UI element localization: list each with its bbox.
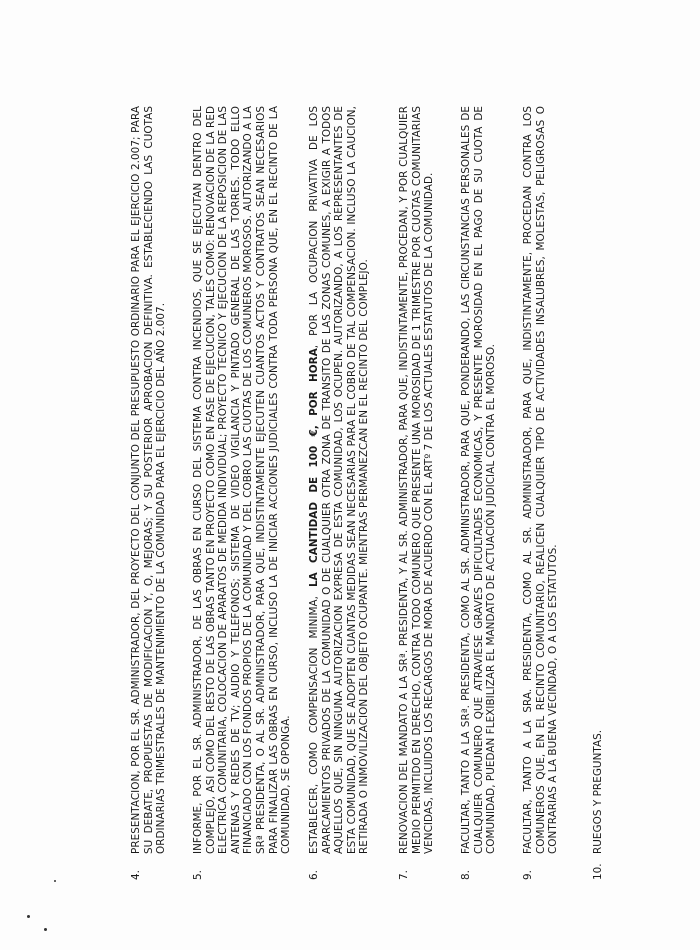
item-text: INFORME, POR EL SR. ADMINISTRADOR, DE LAS OBRAS EN CURSO DEL SISTEMA CONTRA INCENDIOS, QUE SE EJECUTAN DENTRO DEL COMPLEJO, ASI COMO DEL RESTO DE LAS OBRAS TANTO EN PROYECTO COMO EN FASE DE EJECUCION, TALES COMO: RENOVACION DE LA RED ELECTRICA COMUNITARIA, COLOCACION DE APARATOS DE MEDIDA INDIVIDUAL; PROYECTO TECNICO Y EJECUCION DE LA REPOSICION DE LAS ANTENAS Y REDES DE TV; AUDIO Y TELEFONOS; SISTEMA DE VIDEO VIGILANCIA Y PINTADO GENERAL DE LAS TORRES. TODO ELLO FINANCIADO CON LOS FONDOS PROPIOS DE LA COMUNIDAD Y DEL COBRO LAS CUOTAS DE LOS COMUNEROS MOROSOS. AUTORIZANDO A LA SRª PRESIDENTA, O AL SR. ADMINISTRADOR, PARA QUE, INDISTINTAMENTE EJECUTEN CUANTOS ACTOS Y CONTRATOS SEAN NECESARIOS PARA FINALIZAR LAS OBRAS EN CURSO, INCLUSO LA DE INICIAR ACCIONES JUDICIALES CONTRA TODA PERSONA QUE, EN EL RECINTO DE LA COMUNIDAD, SE OPONGA. (192, 106, 293, 854)
item-text-after: , POR LA OCUPACION PRIVATIVA DE LOS APARCAMIENTOS PRIVADOS DE LA COMUNIDAD O DE CUALQUIER OTRA ZONA DE TRANSITO DE LAS ZONAS COMUNES, A EXIGIR A TODOS AQUELLOS QUE, SIN NINGUNA AUTORIZACION EXPRESA DE ESTA COMUNIDAD, LOS OCUPEN. AUTORIZANDO, A LOS REPRESENTANTES DE ESTA COMUNIDAD, QUE SE ADOPTEN CUANTAS MEDIDAS SEAN NECESARIAS PARA EL COBRO DE TAL COMPENSACION. INCLUSO LA CAUCION, RETIRADA O INMOVILIZACION DEL OBJETO OCUPANTE. MIENTRAS PERMANEZCAN EN EL RECINTO DEL COMPLEJO. (308, 106, 371, 854)
item-text-bold: LA CANTIDAD DE 100 €, POR HORA (308, 348, 320, 587)
item-number: 4. (130, 870, 142, 880)
item-text (308, 106, 371, 854)
item-number: 6. (308, 870, 320, 880)
item-number: 10. (592, 863, 604, 880)
item-number: 7. (398, 870, 410, 880)
item-number: 8. (460, 870, 472, 880)
scan-speck (54, 880, 56, 882)
item-text-before: ESTABLECER, COMO COMPENSACION MINIMA, (308, 586, 320, 854)
item-text: FACULTAR, TANTO A LA SRA. PRESIDENTA, COMO AL SR. ADMINISTRADOR, PARA QUE, INDISTINTAMENTE, PROCEDAN CONTRA LOS COMUNEROS QUE, EN EL RECINTO COMUNITARIO, REALICEN CUALQUIER TIPO DE ACTIVIDADES INSALUBRES, MOLESTAS, PELIGROSAS O CONTRARIAS A LA BUENA VECINDAD, O A LOS ESTATUTOS. (522, 106, 560, 854)
scan-speck (44, 928, 47, 931)
item-text: RENOVACION DEL MANDATO A LA SRª. PRESIDENTA, Y AL SR. ADMINISTRADOR, PARA QUE, INDISTINTAMENTE, PROCEDAN, Y POR CUALQUIER MEDIO PERMITIDO EN DERECHO, CONTRA TODO COMUNERO QUE PRESENTE UNA MOROSIDAD DE 1 TRIMESTRE POR CUOTAS COMUNITARIAS VENCIDAS, INCLUIDOS LOS RECARGOS DE MORA DE ACUERDO CON EL ARTº 7 DE LOS ACTUALES ESTATUTOS DE LA COMUNIDAD. (398, 106, 436, 854)
item-text: PRESENTACION, POR EL SR. ADMINISTRADOR, DEL PROYECTO DEL CONJUNTO DEL PRESUPUESTO ORDINARIO PARA EL EJERCICIO 2.007; PARA SU DEBATE, PROPUESTAS DE MODIFICACION Y, O, MEJORAS; Y SU POSTERIOR APROBACION DEFINITIVA. ESTABLECIENDO LAS CUOTAS ORDINARIAS TRIMESTRALES DE MANTENIMIENTO DE LA COMUNIDAD PARA EL EJERCICIO DEL AÑO 2.007. (130, 106, 168, 854)
scan-speck (27, 915, 30, 918)
item-number: 9. (522, 870, 534, 880)
rotated-text-block (130, 80, 690, 880)
item-number: 5. (192, 870, 204, 880)
item-text: FACULTAR, TANTO A LA SRª. PRESIDENTA, COMO AL SR. ADMINISTRADOR, PARA QUE, PONDERANDO, LAS CIRCUNSTANCIAS PERSONALES DE CUALQUIER COMUNERO QUE ATRAVIESE GRAVES DIFICULTADES ECONOMICAS, Y PRESENTE MOROSIDAD EN EL PAGO DE SU CUOTA DE COMUNIDAD, PUEDAN FLEXIBILIZAR EL MANDATO DE ACTUACIÓN JUDICIAL CONTRA EL MOROSO. (460, 106, 498, 854)
item-text: RUEGOS Y PREGUNTAS. (592, 729, 604, 854)
